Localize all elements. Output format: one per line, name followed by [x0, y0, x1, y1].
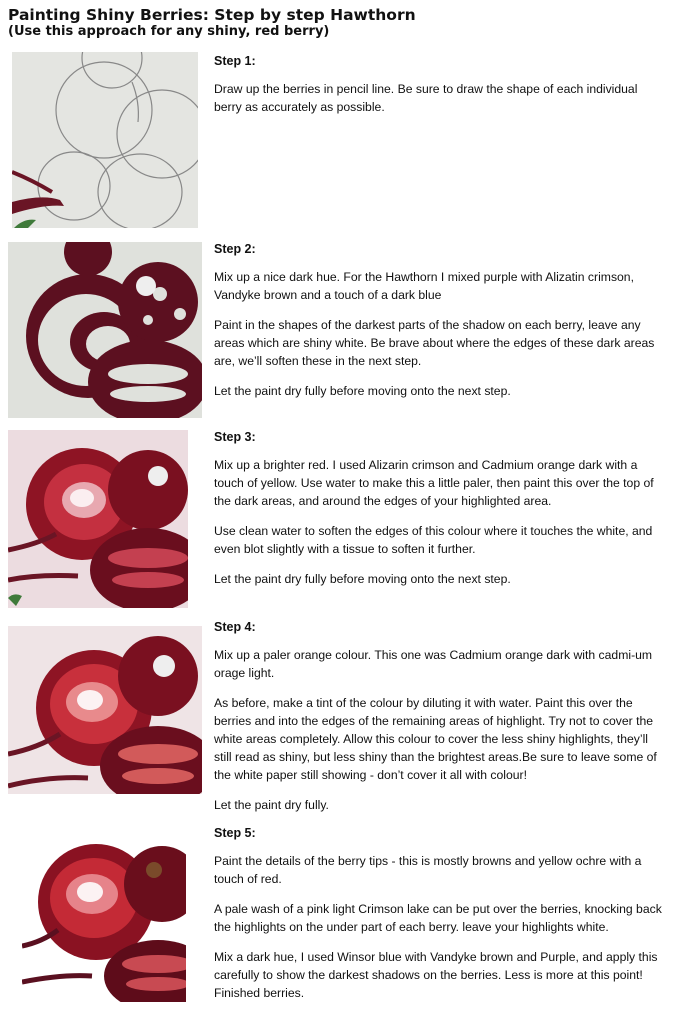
step-3-para-3: Let the paint dry fully before moving onto the next step. [214, 572, 511, 586]
step-2-text [214, 240, 662, 412]
step-1-text [214, 52, 662, 128]
step-3-para-1: Mix up a brighter red. I used Alizarin crimson and Cadmium orange dark with a touch of yellow. Use water to make this a little paler, then paint this over the top of the dark areas, and around the edges of your highlighted area. [214, 458, 654, 508]
step-4-para-1: Mix up a paler orange colour. This one was Cadmium orange dark with cadmi-um orage light. [214, 648, 653, 680]
step-5-heading: Step 5: [214, 826, 256, 840]
page-subtitle: (Use this approach for any shiny, red berry) [8, 24, 330, 39]
step-5-para-2: A pale wash of a pink light Crimson lake can be put over the berries, knocking back the highlights on the under part of each berry. leave your highlights white. [214, 902, 662, 934]
step-4-para-2: As before, make a tint of the colour by diluting it with water. Paint this over the berries and into the edges of the remaining areas of highlight. Try not to cover the white areas completely. Allow this colour to cover the less shiny highlights, they’ll still read as shiny, but less shiny than the brightest areas.Be sure to leave some of the white paper still showing - don’t cover it all with colour! [214, 696, 657, 782]
step-1-image [12, 52, 198, 228]
step-1-heading: Step 1: [214, 54, 256, 68]
step-3-text [214, 428, 662, 600]
step-4-image [8, 626, 202, 794]
step-4-text [214, 618, 662, 826]
step-2-para-2: Paint in the shapes of the darkest parts of the shadow on each berry, leave any areas which are shiny white. Be brave about where the edges of these dark areas are, we’ll soften these in the next step. [214, 318, 655, 368]
step-3-image [8, 430, 188, 608]
page-title: Painting Shiny Berries: Step by step Hawthorn [8, 6, 416, 24]
step-1-para-1: Draw up the berries in pencil line. Be sure to draw the shape of each individual berry as accurately as possible. [214, 82, 638, 114]
step-5-para-1: Paint the details of the berry tips - this is mostly browns and yellow ochre with a touch of red. [214, 854, 642, 886]
step-4-para-3: Let the paint dry fully. [214, 798, 329, 812]
step-2-para-3: Let the paint dry fully before moving onto the next step. [214, 384, 511, 398]
step-2-heading: Step 2: [214, 242, 256, 256]
step-5-text [214, 824, 662, 1014]
step-3-para-2: Use clean water to soften the edges of this colour where it touches the white, and even blot slightly with a tissue to soften it further. [214, 524, 653, 556]
step-5-image [22, 826, 186, 1002]
step-3-heading: Step 3: [214, 430, 256, 444]
step-4-heading: Step 4: [214, 620, 256, 634]
step-5-para-3: Mix a dark hue, I used Winsor blue with Vandyke brown and Purple, and apply this carefully to show the darkest shadows on the berries. Less is more at this point! Finished berries. [214, 950, 658, 1000]
step-2-image [8, 242, 202, 418]
step-2-para-1: Mix up a nice dark hue. For the Hawthorn I mixed purple with Alizatin crimson, Vandyke brown and a touch of a dark blue [214, 270, 634, 302]
